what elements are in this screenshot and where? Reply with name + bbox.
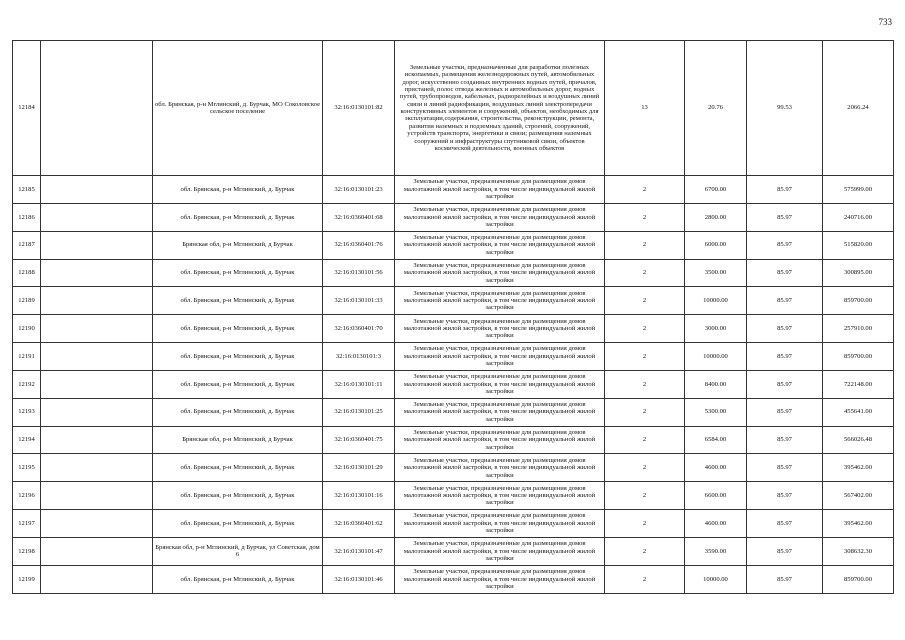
cadastral-number-cell: 32:16:0130101:46 <box>323 565 395 593</box>
row-number-cell: 12185 <box>13 176 41 204</box>
row-number-cell: 12195 <box>13 454 41 482</box>
row-number-cell: 12188 <box>13 259 41 287</box>
empty-cell <box>41 259 153 287</box>
address-cell: Брянская обл, р-н Мглинский, д Бурчак <box>153 426 323 454</box>
category-cell: 2 <box>605 315 685 343</box>
land-use-cell: Земельные участки, предназначенные для размещения домов малоэтажной жилой застройки, в том числе индивидуальной жилой застройки <box>395 343 605 371</box>
address-cell: обл. Брянская, р-н Мглинский, д. Бурчак <box>153 398 323 426</box>
address-cell: обл. Брянская, р-н Мглинский, д. Бурчак <box>153 370 323 398</box>
cadastral-number-cell: 32:16:0360401:62 <box>323 510 395 538</box>
row-number-cell: 12189 <box>13 287 41 315</box>
cadastral-value-cell: 566026.48 <box>823 426 894 454</box>
empty-cell <box>41 370 153 398</box>
empty-cell <box>41 537 153 565</box>
specific-value-cell: 85.97 <box>747 537 823 565</box>
cadastral-value-cell: 300895.00 <box>823 259 894 287</box>
cadastral-value-table <box>12 40 894 594</box>
area-cell: 3500.00 <box>685 259 747 287</box>
cadastral-value-cell: 257910.00 <box>823 315 894 343</box>
cadastral-number-cell: 32:16:0130101:23 <box>323 176 395 204</box>
cadastral-value-cell: 395462.00 <box>823 510 894 538</box>
row-number-cell: 12190 <box>13 315 41 343</box>
area-cell: 10000.00 <box>685 343 747 371</box>
table-row <box>13 176 894 204</box>
category-cell: 2 <box>605 537 685 565</box>
category-cell: 2 <box>605 343 685 371</box>
land-use-cell: Земельные участки, предназначенные для размещения домов малоэтажной жилой застройки, в том числе индивидуальной жилой застройки <box>395 287 605 315</box>
area-cell: 3000.00 <box>685 315 747 343</box>
area-cell: 6700.00 <box>685 176 747 204</box>
area-cell: 5300.00 <box>685 398 747 426</box>
specific-value-cell: 85.97 <box>747 482 823 510</box>
address-cell: обл. Брянская, р-н Мглинский, д. Бурчак <box>153 565 323 593</box>
address-cell: обл. Брянская, р-н Мглинский, д. Бурчак, МО Соколовское сельское поселение <box>153 41 323 176</box>
cadastral-value-cell: 515820.00 <box>823 231 894 259</box>
land-use-cell: Земельные участки, предназначенные для размещения домов малоэтажной жилой застройки, в том числе индивидуальной жилой застройки <box>395 259 605 287</box>
cadastral-number-cell: 32:16:0360401:76 <box>323 231 395 259</box>
specific-value-cell: 85.97 <box>747 426 823 454</box>
cadastral-value-cell: 859700.00 <box>823 565 894 593</box>
cadastral-number-cell: 32:16:0130101:56 <box>323 259 395 287</box>
area-cell: 4600.00 <box>685 510 747 538</box>
empty-cell <box>41 398 153 426</box>
category-cell: 2 <box>605 231 685 259</box>
category-cell: 2 <box>605 565 685 593</box>
cadastral-value-cell: 859700.00 <box>823 287 894 315</box>
table-row <box>13 259 894 287</box>
table-row <box>13 398 894 426</box>
address-cell: обл. Брянская, р-н Мглинский, д. Бурчак <box>153 482 323 510</box>
area-cell: 8400.00 <box>685 370 747 398</box>
category-cell: 2 <box>605 454 685 482</box>
cadastral-value-cell: 308632.30 <box>823 537 894 565</box>
land-use-cell: Земельные участки, предназначенные для размещения домов малоэтажной жилой застройки, в том числе индивидуальной жилой застройки <box>395 565 605 593</box>
area-cell: 2800.00 <box>685 203 747 231</box>
empty-cell <box>41 454 153 482</box>
category-cell: 2 <box>605 259 685 287</box>
land-use-cell: Земельные участки, предназначенные для размещения домов малоэтажной жилой застройки, в том числе индивидуальной жилой застройки <box>395 176 605 204</box>
land-use-cell: Земельные участки, предназначенные для размещения домов малоэтажной жилой застройки, в том числе индивидуальной жилой застройки <box>395 426 605 454</box>
row-number-cell: 12187 <box>13 231 41 259</box>
table-row <box>13 315 894 343</box>
area-cell: 3590.00 <box>685 537 747 565</box>
table-row <box>13 482 894 510</box>
category-cell: 2 <box>605 287 685 315</box>
address-cell: обл. Брянская, р-н Мглинский, д. Бурчак <box>153 510 323 538</box>
table-row <box>13 231 894 259</box>
table-row <box>13 343 894 371</box>
cadastral-number-cell: 32:16:0130101:3 <box>323 343 395 371</box>
address-cell: обл. Брянская, р-н Мглинский, д. Бурчак <box>153 176 323 204</box>
category-cell: 2 <box>605 370 685 398</box>
address-cell: Брянская обл, р-н Мглинский, д Бурчак <box>153 231 323 259</box>
category-cell: 13 <box>605 41 685 176</box>
address-cell: обл. Брянская, р-н Мглинский, д. Бурчак <box>153 203 323 231</box>
specific-value-cell: 85.97 <box>747 176 823 204</box>
row-number-cell: 12198 <box>13 537 41 565</box>
category-cell: 2 <box>605 203 685 231</box>
address-cell: обл. Брянская, р-н Мглинский, д. Бурчак <box>153 343 323 371</box>
land-use-cell: Земельные участки, предназначенные для размещения домов малоэтажной жилой застройки, в том числе индивидуальной жилой застройки <box>395 482 605 510</box>
category-cell: 2 <box>605 398 685 426</box>
empty-cell <box>41 203 153 231</box>
address-cell: обл. Брянская, р-н Мглинский, д. Бурчак <box>153 315 323 343</box>
cadastral-number-cell: 32:16:0130101:33 <box>323 287 395 315</box>
area-cell: 4600.00 <box>685 454 747 482</box>
area-cell: 6600.00 <box>685 482 747 510</box>
empty-cell <box>41 231 153 259</box>
specific-value-cell: 85.97 <box>747 370 823 398</box>
specific-value-cell: 85.97 <box>747 454 823 482</box>
table-row <box>13 203 894 231</box>
specific-value-cell: 85.97 <box>747 510 823 538</box>
row-number-cell: 12193 <box>13 398 41 426</box>
land-use-cell: Земельные участки, предназначенные для размещения домов малоэтажной жилой застройки, в том числе индивидуальной жилой застройки <box>395 398 605 426</box>
address-cell: обл. Брянская, р-н Мглинский, д. Бурчак <box>153 259 323 287</box>
specific-value-cell: 85.97 <box>747 343 823 371</box>
table-row <box>13 565 894 593</box>
empty-cell <box>41 41 153 176</box>
empty-cell <box>41 176 153 204</box>
area-cell: 6000.00 <box>685 231 747 259</box>
table-row <box>13 426 894 454</box>
cadastral-number-cell: 32:16:0130101:25 <box>323 398 395 426</box>
row-number-cell: 12196 <box>13 482 41 510</box>
cadastral-value-cell: 240716.00 <box>823 203 894 231</box>
land-use-cell: Земельные участки, предназначенные для размещения домов малоэтажной жилой застройки, в том числе индивидуальной жилой застройки <box>395 315 605 343</box>
address-cell: Брянская обл, р-н Мглинский, д Бурчак, ул Советская, дом 6 <box>153 537 323 565</box>
row-number-cell: 12192 <box>13 370 41 398</box>
cadastral-number-cell: 32:16:0130101:11 <box>323 370 395 398</box>
page-number: 733 <box>878 17 892 27</box>
cadastral-number-cell: 32:16:0130101:29 <box>323 454 395 482</box>
land-use-cell: Земельные участки, предназначенные для размещения домов малоэтажной жилой застройки, в том числе индивидуальной жилой застройки <box>395 510 605 538</box>
empty-cell <box>41 482 153 510</box>
empty-cell <box>41 343 153 371</box>
empty-cell <box>41 510 153 538</box>
category-cell: 2 <box>605 482 685 510</box>
land-use-cell: Земельные участки, предназначенные для размещения домов малоэтажной жилой застройки, в том числе индивидуальной жилой застройки <box>395 454 605 482</box>
empty-cell <box>41 565 153 593</box>
cadastral-number-cell: 32:16:0360401:75 <box>323 426 395 454</box>
specific-value-cell: 85.97 <box>747 565 823 593</box>
category-cell: 2 <box>605 510 685 538</box>
address-cell: обл. Брянская, р-н Мглинский, д. Бурчак <box>153 287 323 315</box>
row-number-cell: 12197 <box>13 510 41 538</box>
cadastral-number-cell: 32:16:0130101:16 <box>323 482 395 510</box>
cadastral-number-cell: 32:16:0360401:70 <box>323 315 395 343</box>
land-use-cell: Земельные участки, предназначенные для размещения домов малоэтажной жилой застройки, в том числе индивидуальной жилой застройки <box>395 203 605 231</box>
row-number-cell: 12194 <box>13 426 41 454</box>
table-body <box>13 41 894 594</box>
cadastral-value-cell: 575999.00 <box>823 176 894 204</box>
row-number-cell: 12199 <box>13 565 41 593</box>
cadastral-value-cell: 455641.00 <box>823 398 894 426</box>
area-cell: 10000.00 <box>685 565 747 593</box>
land-use-cell: Земельные участки, предназначенные для размещения домов малоэтажной жилой застройки, в том числе индивидуальной жилой застройки <box>395 231 605 259</box>
specific-value-cell: 85.97 <box>747 398 823 426</box>
empty-cell <box>41 287 153 315</box>
cadastral-number-cell: 32:16:0130101:82 <box>323 41 395 176</box>
area-cell: 10000.00 <box>685 287 747 315</box>
table-row <box>13 287 894 315</box>
land-use-cell: Земельные участки, предназначенные для разработки полезных ископаемых, размещения железнодорожных путей, автомобильных дорог, искусственно созданных внутренних водных путей, причалов, пристаней, полос отвода железных и автомобильных дорог, водных путей, трубопроводов, кабельных, радиорелейных и воздушных линий связи и линий радиофикации, воздушных линий электропередачи конструктивных элементов и сооружений, объектов, необходимых для эксплуатации,содержания, строительства, реконструкции, ремонта, развития наземных и подземных зданий, строений, сооружений, устройств транспорта, энергетики и связи; размещения наземных сооружений и инфраструктуры спутниковой связи, объектов космической деятельности, военных объектов <box>395 41 605 176</box>
area-cell: 20.76 <box>685 41 747 176</box>
specific-value-cell: 85.97 <box>747 203 823 231</box>
cadastral-value-cell: 567402.00 <box>823 482 894 510</box>
category-cell: 2 <box>605 426 685 454</box>
category-cell: 2 <box>605 176 685 204</box>
area-cell: 6584.00 <box>685 426 747 454</box>
empty-cell <box>41 315 153 343</box>
specific-value-cell: 85.97 <box>747 287 823 315</box>
specific-value-cell: 85.97 <box>747 231 823 259</box>
cadastral-number-cell: 32:16:0130101:47 <box>323 537 395 565</box>
specific-value-cell: 85.97 <box>747 259 823 287</box>
specific-value-cell: 85.97 <box>747 315 823 343</box>
land-use-cell: Земельные участки, предназначенные для размещения домов малоэтажной жилой застройки, в том числе индивидуальной жилой застройки <box>395 370 605 398</box>
cadastral-number-cell: 32:16:0360401:68 <box>323 203 395 231</box>
empty-cell <box>41 426 153 454</box>
table-row <box>13 537 894 565</box>
table-row <box>13 454 894 482</box>
row-number-cell: 12184 <box>13 41 41 176</box>
land-use-cell: Земельные участки, предназначенные для размещения домов малоэтажной жилой застройки, в том числе индивидуальной жилой застройки <box>395 537 605 565</box>
cadastral-value-cell: 859700.00 <box>823 343 894 371</box>
row-number-cell: 12191 <box>13 343 41 371</box>
cadastral-value-cell: 2066.24 <box>823 41 894 176</box>
table-row <box>13 510 894 538</box>
cadastral-value-cell: 722148.00 <box>823 370 894 398</box>
specific-value-cell: 99.53 <box>747 41 823 176</box>
address-cell: обл. Брянская, р-н Мглинский, д. Бурчак <box>153 454 323 482</box>
table-row <box>13 370 894 398</box>
cadastral-value-cell: 395462.00 <box>823 454 894 482</box>
table-row <box>13 41 894 176</box>
row-number-cell: 12186 <box>13 203 41 231</box>
